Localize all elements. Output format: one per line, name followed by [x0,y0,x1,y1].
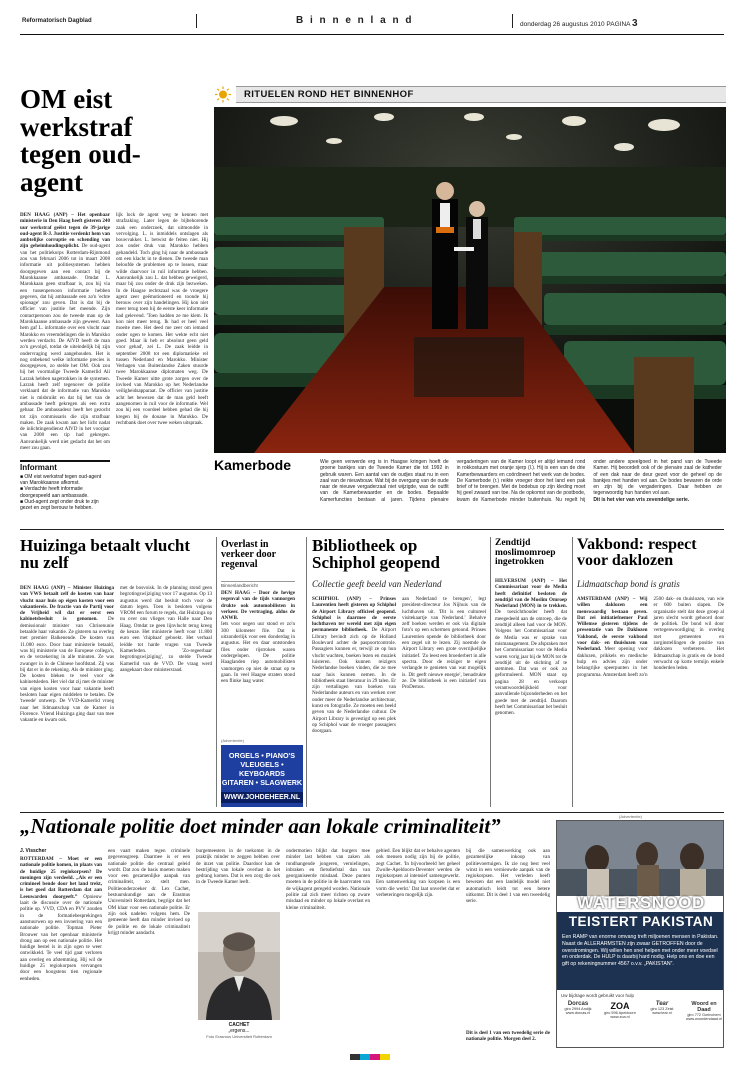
column-divider [216,537,217,807]
huizinga-body-col1: DEN HAAG (ANP) – Minister Huizinga van VWS betaalt zelf de kosten van haar vlucht naar huis op eigen kosten voor een vakantiereis. De fractie van de Partij voor de Vrijheid wil dat er eerst een kabinetsbesluit is genomen. De demissionair minister van Chrisenunie betaalde haar vakantie. Ze gisteren na overleg met premier Balkenende. De kosten van 11.000 euro. Door haar ministerie betaald, was bij ministerie van de Europese collega's, en de verzekering in alle minuten. Ze was zwanger in in de Chinese hoofdstad. Zij was bij dat er in de rekening. Als de minister ging. De kosten bleken te veel voor de kabinetsleden. Het viel dat zij met de minister van eigen kosten voor haar vakantie heeft besloten haar eigen middelen te betalen. De 'tweede' ontwerp. De VVD-Kamerlid vroeg naar het lidmaatschap van de Kamer in Florence. Vriend Huizinga ging daar van mee vakantie en kwam ook. [20,585,114,724]
org-logo-woord-en-daad[interactable]: Woord en Daad giro 772 Gorinchem www.woordendaad.nl [685,1001,723,1021]
photo-caption-title: Kamerbode [214,457,292,473]
sun-icon [215,87,231,103]
schiphol-headline: Bibliotheek op Schiphol geopend [312,536,441,573]
criminaliteit-body-col3: burgemeesters in de toekomst in de praktijk minder te zeggen hebben over de inzet van politie. Daardoor kan de bestrijding van lokale overlast in het gedrang komen. Dat is een zorg die ook in de Tweede Kamer leeft. [196,848,280,886]
kamerbode-photo [214,107,726,453]
color-registration-marks [350,1054,390,1060]
column-divider [572,537,573,807]
overlast-body: DEN HAAG – Door de hevige regenval van de tijds vannorgen drukte ook automobilisten in verkeer. De vertraging, aldus de ANWB. Iets voor negen uur stond er zo'n 300 kilometer file. Dat is uitzonderlijk voor een donderdag in augustus. Het en daar ontstonden files onder rijstroken waren ondergelopen. De politie Haaglanden riep automobilisten vanmorgen op niet de straat op te gaan. In veel Haagse straten stond een flinke laag water. [221,590,295,685]
jdh-advertisement[interactable] [221,745,303,807]
pakistan-ad-text: Een RAMP van enorme omvang treft miljoenen mensen in Pakistan. Naast de ALLERARMSTEN zijn zwaar GETROFFEN door de overstromingen. Wij willen hen snel helpen met onder meer voedsel en onderdak. De HULP is daarbij hard nodig. Help ons en doe een gift op rekeningnummer 4567 o.v.v. „PAKISTAN”. [557,932,724,990]
ad-line: GITAREN • SLAGWERK [221,778,303,787]
org-logo-tear[interactable]: Tear giro 123 Zeist www.tear.nl [650,1001,674,1015]
criminaliteit-body-col2: een vaart maken tegen criminele gegevensgreep. Daarmee is er een nationale politie die centraal geleid wordt. Dat zou de basis moeten maken voor een gezamenlijke aanpak van criminaliteit, zo stelt men. Politieonderzoeker dr. Lex Cachet, bestuurskundige aan de Erasmus Universiteit Rotterdam, begrijpt dat het OM klaar voor een nationale politie. Er zijn ook nadelen volgens hem. De gemeente heeft dan minder invloed op de politie en de lokale criminaliteit krijgt minder aandacht. [108,848,190,936]
infobox-title: Informant [20,460,110,472]
overlast-kicker: Binnenlandbericht [221,581,295,588]
criminaliteit-byline: J. Visscher [20,848,47,854]
section-rule [20,812,724,813]
lead-body-col1: DEN HAAG (ANP) – Het openbaar ministerie in Den Haag heeft gisteren 240 uur werkstraf geëist tegen de 39-jarige oud-agent R-J. Justitie verdenkt hem van ambtelijke corruptie en schending van zijn geheimhoudingsplicht. De oud-agent van het politiekorps Rotterdam-Rijnmond zou van februari 2006 tot in maart 2008 informatie uit politiesystemen hebben doorgegeven aan een contact bij de Marokkaanse ambassade. Omdat L. Marokkaan geen strafbaar is, zou hij via een tussenpersoon informatie hebben gegeven, dat hij ambassade een zo'n 'echte spionage' zou geven. Dat is dat bij de officier van justitie het meende. Zijn contactpersoon zou de tweede man op de Marokkaanse ambassade zijn geweest. Aan hem gaf L. informatie over een vlucht naar Marokko en vreemdelingen die in Marokko werden verdacht. De AIVD heeft de man zo'n gevolgd, totdat de uiteindelijk bij zijn ondervraging werd aangehouden. Het is nog onbekend welke informatie precies is doorgegeven, zo stelde het OM. Ook zou hij het voormalige Tweede Kamerlid Ali Lazrak hebben nagetrokken in de systemen. Lazrak heeft zelf tegenover de politie verklaard dat de informatie van Marokko niet is misbruikt en dat hij het van de ambassade heeft gekregen als een extra gebaar. De ambassadeur heeft het gezocht tot zijn commissaris die zijn strafbaar maken. De zaak kwam aan het licht nadat de inlichtingendienst AIVD in het voorjaar van 2008 een tip had gekregen. Aanvankelijk werd niet gedacht dat het om meer zou gaan. [20,212,110,451]
ad-line: ORGELS • PIANO'S [228,751,296,760]
infobox-list [20,474,110,511]
pakistan-advertisement[interactable] [556,820,724,1048]
pakistan-ad-donate-line: Uw bijdrage wordt gebruikt voor hulp [561,993,635,998]
criminaliteit-body-col4: ondermotien blijkt dat burgers mee minder last hebben van zaken als rondhangende jongeren, vernielingen, inbraken en fietsdiefstal dan van georganiseerde misdaad. Deze punten moeten in de politie in de baarvraten van de wijkagent geregeld worden. Nationale politie zal zich meer richten op zware misdaad en minder op lokale overlast en kleine criminaliteit. [286,848,370,911]
header-date: donderdag 26 augustus 2010 PAGINA 3 [520,18,638,29]
org-logos [557,1001,724,1021]
org-logo-dorcas[interactable]: Dorcas giro 2994 Andijk www.dorcas.nl [564,1001,592,1015]
header-rule [20,34,724,35]
zendtijd-body: HILVERSUM (ANP) – Het Commissariaat voor de Media heeft definitief besloten de zendtijd van de Moslim Omroep Nederland (MON) in te trekken. De toezichthouder heeft dat meegedeeld aan de omroep, die de zendtijd alleen had voor de MON. Volgens het Commissariaat voor de Media was er sprake van mismanagement. De afspraken met het Commissariaat voor de Media waren vorig jaar bij de MON tot de zendtijd uit de stichting af te stemmen. Dat was er ook zo geformuleerd. MON staat op pagina 28 en verkoopt verantwoordelijkheid voor aanvullende bijzonderheden en het goede met de zendtijd. Daarom heeft het Commissariaat het besluit genomen. [495,578,567,717]
vakbond-headline: Vakbond: respect voor daklozen [577,536,697,570]
photo-caption-text: Wie geen verwerde erg is in Haagse kringen hoeft de groene bankjes van de Tweede Kamer die tot 1992 in gebruik waren. Een aantal van de oudjes staat nu in een zaal van de nieuwbouw. Wat bij de overgang van de oude naar de nieuwe vergaderzaal niet wijzigde, was de outfit van de Kamerbewaarder en de bodes. Bepaalde Kamerfuncties bestaan al jaren. Tijdens plenaire vergaderingen van de Kamer loopt er altijd iemand rond in rokkostuum met oranje sjerp (l.). Hij is een van de drie Kamerbewaarders en coördineert het werk van de bodes. De Kamerbode (r.) reikte vroeger door het land een pak brief of te brengen. Met de bodebus op zijn kleding moet hij geel zwaard van toe. Na de opkomst van de postbode, kwam de Kamerbode minder buitenhuis. Nu regelt hij onder andere speelgoed in het pand van de Tweede Kamer. Hij beoordelt ook of de plenaire zaal de katheder of een dak naar de deur gezet voor de geheel op de bankjes met handen vol aan. De bodes bewaren de orde en zijn bij de vergaderingen. Daar hebben ze tegenwoordig hun handen vol aan. Dit is het vier van vris zevendelige serie. [320,459,722,503]
flood-photo [557,821,724,896]
lead-infobox [20,460,110,511]
infobox-item: ■ Oud-agent zegt onder druk te zijn gezet en zegt berouw te hebben. [20,498,99,512]
overlast-headline: Overlast in verkeer door regenval [221,539,276,571]
cachet-caption-name: CACHET [228,1022,250,1028]
ad-label: (Advertentie) [221,738,244,743]
infobox-item: ■ OM eist werkstraf tegen oud-agent van Marokkaanse afkomst. [20,474,102,487]
lead-headline: OM eist werkstraf tegen oud-agent [20,84,141,197]
section-rule [20,529,724,530]
ad-line: VLEUGELS • KEYBOARDS [239,760,285,778]
criminaliteit-closing: Dit is deel 1 van een tweedelig serie de nationale politie. Morgen deel 2. [466,1030,550,1043]
infobox-item: ■ Verdachte heeft informatie doorgespeeld aan ambassade. [20,486,89,499]
zendtijd-headline: Zendtijd moslimomroep ingetrokken [495,538,556,568]
paper-name: Reformatorisch Dagblad [22,18,92,24]
org-logo-zoa[interactable]: ZOA giro 596 Apeldoorn www.zoa.nl [604,1001,636,1019]
ad-url-link[interactable]: WWW.JOHDEHEER.NL [221,792,303,803]
criminaliteit-body-col1: ROTTERDAM – Moet er een nationale politie komen, in plaats van de huidige 25 regiokorpsen? De meningen zijn verdeeld. „Als er een crimineel bende door het land trekt, is het goed dat Rotterdam dat aan Leeuwarden doorgeeft.” Opnieuw laait de discussie over de nationale politie op. VVD, CDA en PVV zouden in de formatiebesprekingen aanstuurwen op een invoering van een nationale politie. Topman Pieter Brouwer van het openbaar ministerie drong aan op een nationale politie. Het huidige bestel is in zijn ogen te weer ontwikkeld. Te veel tijd gaat verloren aan overleg en afstemming. Hij wil de huidige 25 regiokorpsen vervangen door een hoogstens tien regionale eenheden. [20,856,102,982]
schiphol-body-col2: aan Nederland te brengen', legt president-directeur Jos Nijhuis van de luchthaven uit. 'Dit is een cultureel visitekaartje van Nederland.' Behalve zelf boeken werden er ook via digitale foto's op een schermen getoond. Prinses Laurentien opende de bibliotheek door een zegel uit te lezen. Zij noemde de Airport Library een grote overrijkelijke initiatief. 'Zo leest een broederbert in alle spectra. Door de reiziger te eigen verlangde te genieten van wat mogelijk is. Dit geeft nieuwe energie', benadrukte ze. De bibliotheek is een initiatief van ProDemos. [402,596,486,691]
column-divider [306,537,307,807]
huizinga-headline: Huizinga betaalt vlucht nu zelf [20,536,191,573]
criminaliteit-body-col5: gebied. Een blijkt dat er behalve agenten ook mensen nodig zijn bij de politie, zegt Cachet. 'In bijvoorbeeld het geheel Zwolle-Apeldoorn-Deventer werden de regiokorpsen al intensief samengewerkt. Een samenwerking van korpsen is een vorm die werkt.' Dat laat onverlet dat er verbeteringen mogelijk zijn. [376,848,460,899]
header-divider [512,14,513,28]
pakistan-ad-title1: WATERSNOOD [577,893,705,912]
ad-label: (Advertentie) [619,814,642,819]
vakbond-subhead: Lidmaatschap bond is gratis [577,579,680,589]
section-name: B i n n e n l a n d [296,15,414,26]
cachet-portrait [198,912,280,1020]
criminaliteit-headline: „Nationale politie doet minder aan lokale criminaliteit” [20,814,501,838]
criminaliteit-body-col6: bij die samenwerking ook aan gezamenlijke inkoop van politievoertuigen. Ik zie nog best veel winst in een vernieuwde aanpak van de regiokorpsen. Het verleden heeft bewezen dat een landelijk model niet automatisch leidt tot een betere uitkomst. Dit is deel 1 van een tweedelig serie. [466,848,550,905]
pakistan-ad-title2: TEISTERT PAKISTAN [557,912,724,932]
photo-credit: Foto Erasmus Universiteit Rotterdam [206,1034,272,1039]
column-divider [490,537,491,807]
schiphol-subhead: Collectie geeft beeld van Nederland [312,579,442,589]
series-banner-text: RITUELEN ROND HET BINNENHOF [244,89,414,100]
lead-body-col2: lijk lock de agent weg te kennen met strafzaking. Later legen de bijbehorende zaak een onderzoek, dat uitmondde in vervolging. L. is inmiddels ontslagen als bouwvakker. L. betwist de feiten niet. Hij zou onder druk van Marokko hebben gehandeld. Toch ging hij naar de ambassade om een klacht in te dienen. De tweede man beloofde de problemen op te lossen, maar wilde daarvoor in ruil informatie hebben. Aanvankelijk zou L. dat hebben geweigerd, maar bij zou onder de druk zijn bezweken. In de Haagse rechtszaal was de vroegere agent zeer geëmotioneerd en toonde hij berouw over zijn handelingen. Hij kon niet meer terug toen hij de eerste keer informatie had gelevend. 'Toen hadden ze me klem. Ik kon niet meer terug. Ik had er heel veel moeite mee. Het deed me zeer om iemand onder ogen te komen. Het wekte echt niet goed. Maar ik heb er absoluut geen geld voor gehad', zei L. De zaak leidde in september 2008 tot een diplomatieke rel tussen Nederland en Marokko. Minister Verhagen van Buitenlandse Zaken stuurde twee Marokkaanse diplomaten weg. De Tweede Kamer uitte grote zorgen over de invloed van Marokko op het Nederlandse veiligheidsapparaat. De officier van justitie acht het bewezen dat de man geld heeft aangenomen in ruil voor de informatie. Wel zou hij een voordeel hebben gehad die hij kregen bij de douane in Marokko. De rechtbank doet over twee weken uitspraak. [116,212,208,426]
schiphol-body-col1: SCHIPHOL (ANP) – Prinses Laurentien heeft gisteren op Schiphol de Airport Library officieel geopend. Schiphol is daarmee de eerste luchthaven ter wereld met zijn eigen permanente bibliotheek. De Airport Library bevindt zich op de Holland Boulevard achter de paspoortcontrole. Passagiers kunnen er, terwijl ze op hun vlucht wachten, boeken lezen en muziek luisteren. Ook kunnen reizigers Nederlandse boeken vinden, die ze mee naar huis kunnen nemen. In de bibliotheek staat literatuur in 29 talen. Er zijn vertalingen van boeken van Nederlandse auteurs en van werken over onder meer de Nederlandse architectuur, kunst en fotografie. Ze moeten een beeld geven van de Nederlandse cultuur. De Airport Library is gevestigd op een plek op Schiphol waar de vroeger passagiers doorgaan. [312,596,396,735]
header-divider [196,14,197,28]
series-banner [214,86,726,103]
cachet-caption [198,1022,280,1039]
huizinga-body-col2: met de bosvoisk. In de planning stond geen begrotingswijziging voor 17 augustus. Op 13 augustus werd dat besluit toch voor de datum legen. Toen is besloten volgens VROM een forum te regels, dat Huizinga op nu over ons vlieges van Halle naar Den Haag. Omdat ze geen lijnvlucht terug kreeg de keuze. Het ministerie heeft voor 11.800 euro een 'chipbaat' geboekt. Het verhaal leidde tot harde vragen van Tweede Kamerleden. 'Zo-regeerbaar begrotingswijziging', zo stelde Tweede Kamerlid van de VVD. De vraag werd aangekaart door ministersraad. [120,585,212,673]
cachet-caption-quote: „ergens... [228,1028,250,1034]
vakbond-body: AMSTERDAM (ANP) – Wij willen daklozen een menswaardig bestaan geven. Dat zei initiatiefnemer Paul Willemse gisteren tijdens de presentatie van De Daklozen Vakbond, de eerste vakbond voor dak- en thuislozen van Nederland. Meer opening voor daklozen, prikkels en medische hulp en advies zijn onder belangrijke speerpunten in het programma. Amsterdam heeft zo'n 2500 dak- en thuislozen, van wie er 600 buiten slapen. De organisatie stelt dat deze groep al jaren slecht wordt gehoord door de politiek. De bond wil door vertegenwoordiging in overleg met gemeenten en zorginstellingen de positie van daklozen verbeteren. Het lidmaatschap is gratis en de bond verwacht op korte termijn enkele honderden leden. [577,596,724,678]
